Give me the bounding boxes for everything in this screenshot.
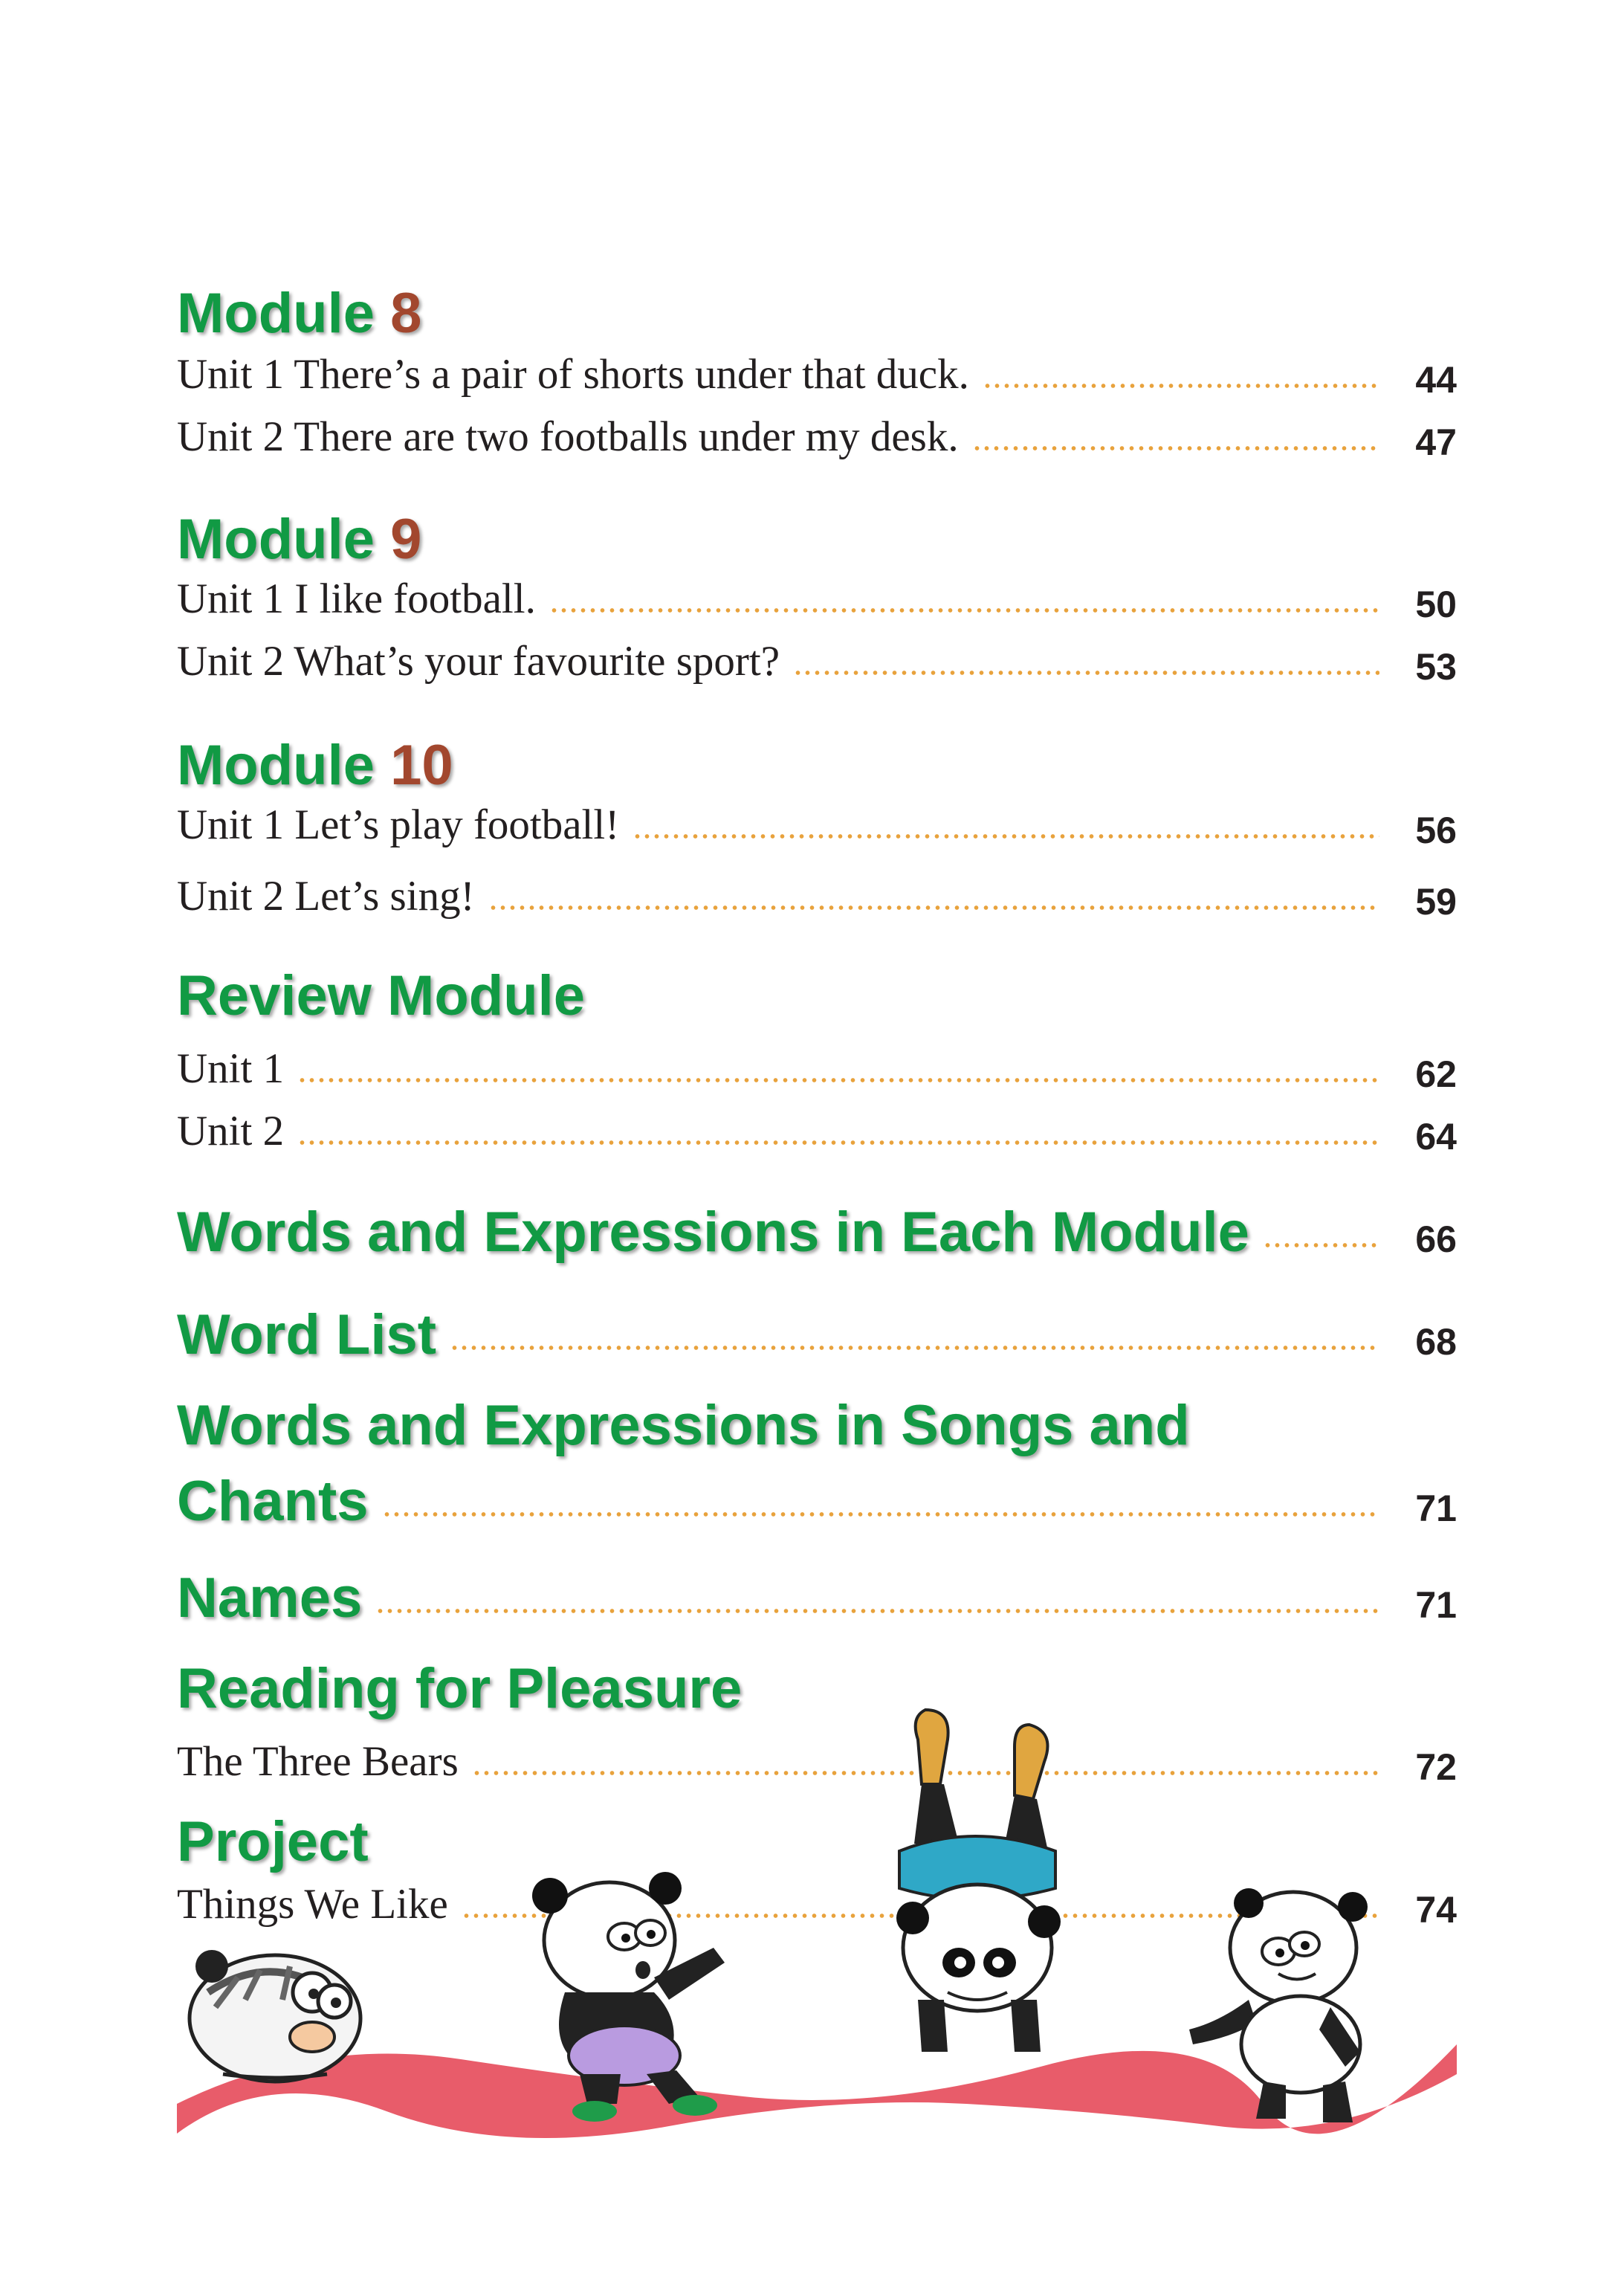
reading-heading: Reading for Pleasure <box>177 1657 743 1720</box>
module-word: Module <box>177 282 375 345</box>
page-number: 68 <box>1415 1321 1457 1363</box>
page-number: 64 <box>1415 1116 1457 1157</box>
module-number: 10 <box>390 734 453 797</box>
entry-label: Unit 2 Let’s sing! <box>177 873 475 920</box>
entry-label: Unit 2 <box>177 1108 285 1155</box>
entry-label: Word List <box>177 1303 437 1366</box>
page-number: 44 <box>1415 359 1457 401</box>
page-number: 66 <box>1415 1218 1457 1260</box>
panda-handstand-icon <box>896 1710 1061 2052</box>
page-number: 56 <box>1415 810 1457 851</box>
entry-label: Unit 2 There are two footballs under my desk. <box>177 413 959 460</box>
entry-label: Words and Expressions in Each Module <box>177 1201 1249 1264</box>
page-number: 72 <box>1415 1746 1457 1788</box>
module-number: 9 <box>390 508 422 571</box>
entry-label: Things We Like <box>177 1881 448 1928</box>
module-number: 8 <box>390 282 422 345</box>
entry-label: Names <box>177 1566 363 1630</box>
module-word: Module <box>177 734 375 797</box>
project-heading: Project <box>177 1810 369 1873</box>
entry-label: The Three Bears <box>177 1738 459 1785</box>
entry-label: Chants <box>177 1470 369 1533</box>
page-number: 47 <box>1415 422 1457 463</box>
page-number: 53 <box>1415 646 1457 688</box>
page-number: 50 <box>1415 584 1457 625</box>
entry-label: Unit 1 Let’s play football! <box>177 801 620 848</box>
entry-label: Unit 1 There’s a pair of shorts under that duck. <box>177 351 969 398</box>
page-number: 71 <box>1415 1584 1457 1626</box>
page-number: 71 <box>1415 1488 1457 1529</box>
page-number: 59 <box>1415 881 1457 923</box>
tiger-cub-icon <box>190 1950 360 2082</box>
page-number: 62 <box>1415 1053 1457 1095</box>
entry-label: Unit 1 <box>177 1045 285 1092</box>
module-word: Module <box>177 508 375 571</box>
songs-chants-heading-line1: Words and Expressions in Songs and <box>177 1394 1190 1457</box>
page-number: 74 <box>1415 1889 1457 1931</box>
entry-label: Unit 2 What’s your favourite sport? <box>177 638 780 685</box>
entry-label: Unit 1 I like football. <box>177 575 536 622</box>
review-module-heading: Review Module <box>177 964 585 1027</box>
